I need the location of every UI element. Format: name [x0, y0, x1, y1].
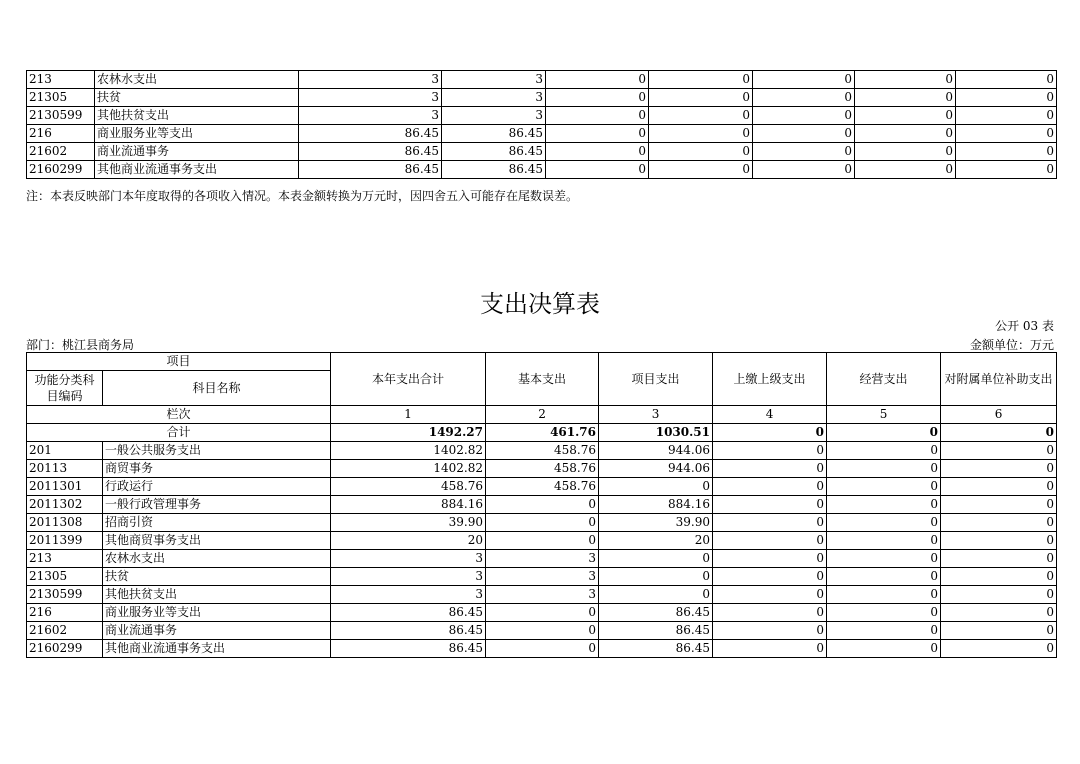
- subject-name: 一般公共服务支出: [103, 442, 331, 460]
- income-table-continuation: [26, 70, 1057, 179]
- amount-cell: 0: [827, 622, 941, 640]
- amount-cell: 0: [649, 161, 753, 179]
- total-value: 0: [941, 424, 1057, 442]
- amount-cell: 0: [855, 143, 956, 161]
- amount-cell: 3: [486, 586, 599, 604]
- amount-cell: 0: [753, 161, 855, 179]
- amount-cell: 884.16: [331, 496, 486, 514]
- amount-cell: 944.06: [599, 442, 713, 460]
- amount-cell: 0: [941, 514, 1057, 532]
- subject-code: 21602: [27, 622, 103, 640]
- amount-cell: 20: [599, 532, 713, 550]
- table-row: [27, 640, 1057, 658]
- table-row: [27, 532, 1057, 550]
- amount-cell: 3: [486, 550, 599, 568]
- amount-cell: 86.45: [331, 622, 486, 640]
- table-row: [27, 604, 1057, 622]
- subject-name: 其他商贸事务支出: [103, 532, 331, 550]
- amount-cell: 0: [941, 532, 1057, 550]
- amount-cell: 0: [649, 143, 753, 161]
- total-value: 0: [827, 424, 941, 442]
- amount-cell: 0: [753, 107, 855, 125]
- subject-code: 201: [27, 442, 103, 460]
- amount-cell: 0: [855, 125, 956, 143]
- amount-cell: 0: [941, 550, 1057, 568]
- amount-cell: 3: [331, 568, 486, 586]
- amount-cell: 0: [827, 514, 941, 532]
- amount-cell: 0: [649, 125, 753, 143]
- table-id: 公开 03 表: [995, 319, 1054, 333]
- table-row: [27, 143, 1057, 161]
- subject-code: 2011302: [27, 496, 103, 514]
- header-col-3: 项目支出: [599, 353, 713, 406]
- subject-name: 农林水支出: [103, 550, 331, 568]
- amount-cell: 0: [956, 125, 1057, 143]
- amount-cell: 0: [713, 532, 827, 550]
- amount-cell: 39.90: [331, 514, 486, 532]
- header-lanci: 栏次: [27, 406, 331, 424]
- amount-cell: 0: [649, 89, 753, 107]
- amount-cell: 0: [855, 89, 956, 107]
- amount-cell: 0: [941, 496, 1057, 514]
- subject-code: 21602: [27, 143, 95, 161]
- amount-cell: 0: [941, 478, 1057, 496]
- subject-name: 商业服务业等支出: [95, 125, 299, 143]
- amount-cell: 884.16: [599, 496, 713, 514]
- total-row: [27, 424, 1057, 442]
- total-label: 合计: [27, 424, 331, 442]
- subject-name: 一般行政管理事务: [103, 496, 331, 514]
- amount-cell: 0: [713, 568, 827, 586]
- subject-name: 扶贫: [95, 89, 299, 107]
- table-row: [27, 550, 1057, 568]
- expenditure-table: [26, 352, 1057, 658]
- amount-cell: 458.76: [486, 460, 599, 478]
- header-code: 功能分类科目编码: [27, 371, 103, 406]
- amount-cell: 0: [546, 161, 649, 179]
- header-name: 科目名称: [103, 371, 331, 406]
- table-row: [27, 622, 1057, 640]
- subject-code: 216: [27, 604, 103, 622]
- subject-code: 216: [27, 125, 95, 143]
- amount-cell: 0: [599, 568, 713, 586]
- amount-cell: 0: [486, 532, 599, 550]
- amount-cell: 39.90: [599, 514, 713, 532]
- amount-cell: 0: [827, 604, 941, 622]
- subject-code: 2160299: [27, 640, 103, 658]
- amount-cell: 0: [649, 71, 753, 89]
- amount-cell: 86.45: [331, 604, 486, 622]
- table-note: 注：本表反映部门本年度取得的各项收入情况。本表金额转换为万元时，因四舍五入可能存在尾数误差。: [26, 189, 579, 203]
- subject-code: 21305: [27, 89, 95, 107]
- subject-code: 20113: [27, 460, 103, 478]
- amount-cell: 3: [442, 107, 546, 125]
- page-title: 支出决算表: [480, 290, 600, 318]
- table-row: [27, 107, 1057, 125]
- department-label: 部门：桃江县商务局: [26, 338, 135, 352]
- amount-cell: 0: [941, 604, 1057, 622]
- subject-name: 其他商业流通事务支出: [95, 161, 299, 179]
- amount-cell: 3: [331, 586, 486, 604]
- table-row: [27, 514, 1057, 532]
- header-project: 项目: [27, 353, 331, 371]
- amount-cell: 86.45: [599, 622, 713, 640]
- amount-cell: 0: [956, 143, 1057, 161]
- amount-cell: 0: [713, 478, 827, 496]
- amount-cell: 0: [546, 71, 649, 89]
- header-col-5: 经营支出: [827, 353, 941, 406]
- amount-cell: 0: [827, 568, 941, 586]
- amount-cell: 0: [941, 442, 1057, 460]
- amount-cell: 86.45: [442, 143, 546, 161]
- subject-code: 213: [27, 71, 95, 89]
- amount-cell: 3: [331, 550, 486, 568]
- amount-cell: 0: [827, 478, 941, 496]
- amount-cell: 0: [713, 496, 827, 514]
- subject-code: 21305: [27, 568, 103, 586]
- amount-cell: 0: [827, 442, 941, 460]
- subject-name: 商业流通事务: [103, 622, 331, 640]
- col-num-6: 6: [941, 406, 1057, 424]
- amount-cell: 3: [486, 568, 599, 586]
- amount-cell: 0: [713, 586, 827, 604]
- amount-cell: 944.06: [599, 460, 713, 478]
- subject-code: 2160299: [27, 161, 95, 179]
- amount-cell: 0: [546, 107, 649, 125]
- total-value: 0: [713, 424, 827, 442]
- amount-cell: 3: [299, 89, 442, 107]
- amount-cell: 0: [855, 107, 956, 125]
- amount-cell: 3: [299, 107, 442, 125]
- amount-cell: 0: [753, 71, 855, 89]
- amount-cell: 86.45: [442, 161, 546, 179]
- amount-cell: 0: [827, 586, 941, 604]
- amount-cell: 0: [599, 586, 713, 604]
- amount-cell: 0: [827, 532, 941, 550]
- col-num-5: 5: [827, 406, 941, 424]
- amount-cell: 86.45: [299, 161, 442, 179]
- amount-cell: 0: [546, 125, 649, 143]
- amount-cell: 0: [713, 640, 827, 658]
- amount-cell: 0: [713, 550, 827, 568]
- amount-cell: 458.76: [331, 478, 486, 496]
- table-row: [27, 89, 1057, 107]
- col-num-1: 1: [331, 406, 486, 424]
- amount-cell: 0: [956, 161, 1057, 179]
- total-value: 461.76: [486, 424, 599, 442]
- amount-cell: 0: [941, 568, 1057, 586]
- amount-cell: 0: [546, 143, 649, 161]
- amount-cell: 0: [855, 161, 956, 179]
- subject-code: 2130599: [27, 586, 103, 604]
- amount-cell: 0: [941, 640, 1057, 658]
- amount-cell: 3: [442, 71, 546, 89]
- amount-cell: 0: [827, 496, 941, 514]
- col-num-4: 4: [713, 406, 827, 424]
- amount-cell: 3: [299, 71, 442, 89]
- table-row: [27, 496, 1057, 514]
- amount-cell: 0: [827, 460, 941, 478]
- subject-name: 其他商业流通事务支出: [103, 640, 331, 658]
- table-row: [27, 478, 1057, 496]
- amount-cell: 1402.82: [331, 460, 486, 478]
- amount-cell: 1402.82: [331, 442, 486, 460]
- amount-cell: 0: [753, 125, 855, 143]
- amount-cell: 0: [855, 71, 956, 89]
- amount-cell: 0: [956, 107, 1057, 125]
- amount-cell: 0: [486, 604, 599, 622]
- amount-cell: 458.76: [486, 442, 599, 460]
- amount-cell: 0: [486, 496, 599, 514]
- amount-cell: 0: [753, 89, 855, 107]
- amount-cell: 0: [713, 514, 827, 532]
- amount-cell: 0: [713, 604, 827, 622]
- amount-cell: 86.45: [599, 604, 713, 622]
- subject-code: 2011399: [27, 532, 103, 550]
- col-num-2: 2: [486, 406, 599, 424]
- amount-cell: 86.45: [299, 143, 442, 161]
- subject-name: 商业流通事务: [95, 143, 299, 161]
- amount-cell: 0: [941, 622, 1057, 640]
- total-value: 1492.27: [331, 424, 486, 442]
- amount-cell: 0: [941, 586, 1057, 604]
- amount-cell: 3: [442, 89, 546, 107]
- amount-cell: 0: [599, 550, 713, 568]
- subject-name: 行政运行: [103, 478, 331, 496]
- amount-cell: 0: [486, 514, 599, 532]
- amount-cell: 86.45: [442, 125, 546, 143]
- subject-name: 农林水支出: [95, 71, 299, 89]
- subject-code: 2130599: [27, 107, 95, 125]
- unit-label: 金额单位：万元: [969, 338, 1054, 352]
- col-num-3: 3: [599, 406, 713, 424]
- amount-cell: 86.45: [599, 640, 713, 658]
- subject-code: 2011308: [27, 514, 103, 532]
- amount-cell: 86.45: [331, 640, 486, 658]
- header-col-1: 本年支出合计: [331, 353, 486, 406]
- amount-cell: 458.76: [486, 478, 599, 496]
- table-row: [27, 161, 1057, 179]
- subject-code: 213: [27, 550, 103, 568]
- amount-cell: 0: [956, 71, 1057, 89]
- table-row: [27, 586, 1057, 604]
- amount-cell: 0: [827, 550, 941, 568]
- table-row: [27, 71, 1057, 89]
- subject-name: 商业服务业等支出: [103, 604, 331, 622]
- amount-cell: 0: [599, 478, 713, 496]
- table-row: [27, 460, 1057, 478]
- header-col-4: 上缴上级支出: [713, 353, 827, 406]
- amount-cell: 0: [956, 89, 1057, 107]
- header-col-2: 基本支出: [486, 353, 599, 406]
- amount-cell: 0: [546, 89, 649, 107]
- amount-cell: 20: [331, 532, 486, 550]
- subject-code: 2011301: [27, 478, 103, 496]
- amount-cell: 0: [827, 640, 941, 658]
- amount-cell: 0: [486, 622, 599, 640]
- amount-cell: 0: [713, 442, 827, 460]
- subject-name: 其他扶贫支出: [95, 107, 299, 125]
- subject-name: 扶贫: [103, 568, 331, 586]
- amount-cell: 0: [649, 107, 753, 125]
- table-row: [27, 442, 1057, 460]
- subject-name: 招商引资: [103, 514, 331, 532]
- amount-cell: 0: [713, 460, 827, 478]
- amount-cell: 0: [753, 143, 855, 161]
- table-row: [27, 125, 1057, 143]
- amount-cell: 0: [486, 640, 599, 658]
- total-value: 1030.51: [599, 424, 713, 442]
- subject-name: 商贸事务: [103, 460, 331, 478]
- table-row: [27, 568, 1057, 586]
- amount-cell: 86.45: [299, 125, 442, 143]
- amount-cell: 0: [941, 460, 1057, 478]
- subject-name: 其他扶贫支出: [103, 586, 331, 604]
- header-col-6: 对附属单位补助支出: [941, 353, 1057, 406]
- amount-cell: 0: [713, 622, 827, 640]
